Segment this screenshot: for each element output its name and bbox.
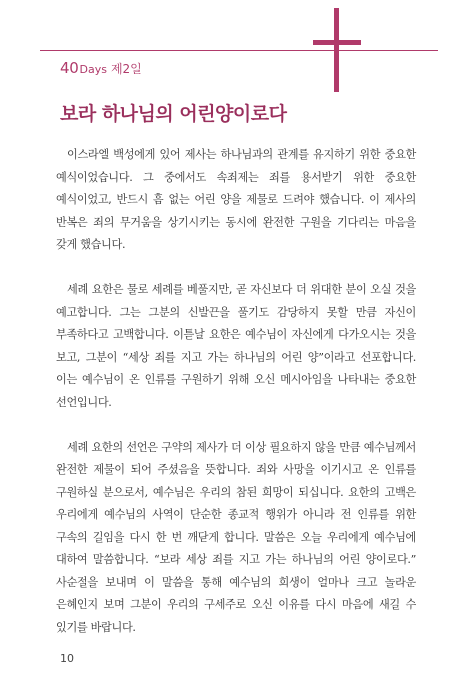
header-rule (40, 50, 438, 51)
paragraph-2: 세례 요한은 물로 세례를 베풀지만, 곧 자신보다 더 위대한 분이 오실 것을 예고합니다. 그는 그분의 신발끈을 풀기도 감당하지 못할 만큼 자신이 부족하다고 고백합니다. 이튿날 요한은 예수님이 자신에게 다가오시는 것을 보고, 그분이 “세상 죄를 지고 가는 하나님의 어린 양”이라고 선포합니다. 이는 예수님이 온 인류를 구원하기 위해 오신 메시아임을 나타내는 중요한 선언입니다. (56, 283, 416, 409)
paragraph-1: 이스라엘 백성에게 있어 제사는 하나님과의 관계를 유지하기 위한 중요한 예식이었습니다. 그 중에서도 속죄제는 죄를 용서받기 위한 중요한 예식이었고, 반드시 흠 없는 어린 양을 제물로 드려야 했습니다. 이 제사의 반복은 죄의 무거움을 상기시키는 동시에 완전한 구원을 기다리는 마음을 갖게 했습니다. (56, 148, 416, 251)
paragraph-3: 세례 요한의 선언은 구약의 제사가 더 이상 필요하지 않을 만큼 예수님께서 완전한 제물이 되어 주셨음을 뜻합니다. 죄와 사망을 이기시고 온 인류를 구원하실 분으로서, 예수님은 우리의 참된 희망이 되십니다. 요한의 고백은 우리에게 예수님의 사역이 단순한 종교적 행위가 아니라 전 인류를 위한 구속의 길임을 다시 한 번 깨닫게 합니다. 말씀은 오늘 우리에게 예수님에 대하여 말씀합니다. “보라 세상 죄를 지고 가는 하나님의 어린 양이로다.” 사순절을 보내며 이 말씀을 통해 예수님의 희생이 얼마나 크고 놀라운 은혜인지 보며 그분이 우리의 구세주로 오신 이유를 다시 마음에 새길 수 있기를 바랍니다. (56, 440, 416, 634)
page-title: 보라 하나님의 어린양이로다 (60, 103, 287, 125)
cross-icon (334, 8, 339, 92)
page-number: 10 (60, 652, 74, 665)
day-number: 40 (60, 59, 79, 77)
day-word: Days (79, 63, 107, 76)
cross-icon-bar (313, 40, 361, 45)
body-text (56, 144, 416, 662)
day-label (60, 58, 142, 77)
day-index: 제2일 (110, 62, 142, 76)
